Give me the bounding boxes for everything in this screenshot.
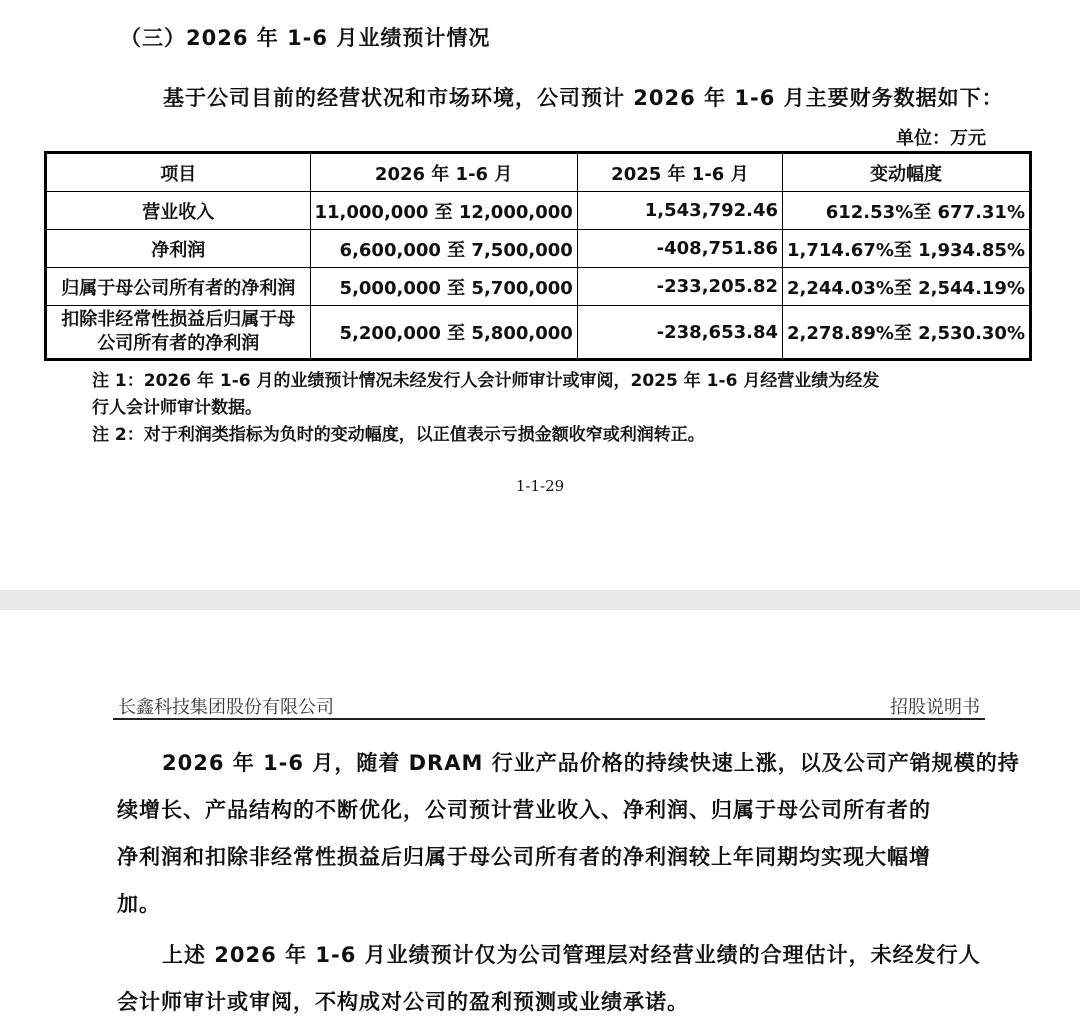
actual-cell: 1,543,792.46	[577, 192, 782, 230]
change-cell: 1,714.67%至 1,934.85%	[783, 230, 1031, 268]
table-row	[46, 192, 1031, 230]
item-line: 公司所有者的净利润	[97, 333, 260, 354]
header-cell: 变动幅度	[783, 153, 1031, 192]
footnote-1	[92, 368, 879, 422]
footnote-line: 注 1：2026 年 1-6 月的业绩预计情况未经发行人会计师审计或审阅，2025 年 1-6 月经营业绩为经发	[92, 371, 880, 391]
footnote-2	[92, 422, 705, 449]
financial-forecast-table	[44, 151, 1032, 361]
header-cell: 2026 年 1-6 月	[310, 153, 577, 192]
forecast-cell: 5,000,000 至 5,700,000	[310, 268, 577, 306]
change-cell: 2,278.89%至 2,530.30%	[783, 306, 1031, 360]
intro-text: 基于公司目前的经营状况和市场环境，公司预计 2026 年 1-6 月主要财务数据如下：	[163, 86, 1004, 110]
change-cell: 2,244.03%至 2,544.19%	[783, 268, 1031, 306]
actual-cell: -238,653.84	[577, 306, 782, 360]
paragraph-line: 加。	[117, 892, 161, 916]
item-cell: 净利润	[46, 230, 311, 268]
paragraph-line: 2026 年 1-6 月，随着 DRAM 行业产品价格的持续快速上涨，以及公司产销规模的持	[162, 751, 1020, 775]
forecast-cell: 6,600,000 至 7,500,000	[310, 230, 577, 268]
company-name-header: 长鑫科技集团股份有限公司	[118, 697, 334, 718]
document-type-header: 招股说明书	[890, 697, 980, 718]
paragraph-outlook	[117, 740, 1020, 928]
page-number: 1-1-29	[515, 477, 565, 495]
header-rule	[113, 718, 985, 720]
table-row	[46, 268, 1031, 306]
page-separator	[0, 590, 1080, 610]
paragraph-line: 会计师审计或审阅，不构成对公司的盈利预测或业绩承诺。	[117, 990, 689, 1014]
actual-cell: -233,205.82	[577, 268, 782, 306]
section-heading: （三）2026 年 1-6 月业绩预计情况	[120, 26, 491, 50]
forecast-cell: 11,000,000 至 12,000,000	[310, 192, 577, 230]
footnote-line: 注 2：对于利润类指标为负时的变动幅度，以正值表示亏损金额收窄或利润转正。	[92, 425, 705, 445]
actual-cell: -408,751.86	[577, 230, 782, 268]
header-cell: 2025 年 1-6 月	[577, 153, 782, 192]
forecast-cell: 5,200,000 至 5,800,000	[310, 306, 577, 360]
unit-label: 单位：万元	[896, 128, 986, 149]
table-row	[46, 230, 1031, 268]
header-cell: 项目	[46, 153, 311, 192]
footnote-line: 行人会计师审计数据。	[92, 398, 262, 418]
paragraph-line: 上述 2026 年 1-6 月业绩预计仅为公司管理层对经营业绩的合理估计，未经发行人	[162, 943, 981, 967]
item-cell: 归属于母公司所有者的净利润	[46, 268, 311, 306]
paragraph-line: 续增长、产品结构的不断优化，公司预计营业收入、净利润、归属于母公司所有者的	[117, 798, 931, 822]
item-line: 扣除非经常性损益后归属于母	[61, 309, 296, 330]
item-cell: 营业收入	[46, 192, 311, 230]
table-header-row	[46, 153, 1031, 192]
change-cell: 612.53%至 677.31%	[783, 192, 1031, 230]
table-row	[46, 306, 1031, 360]
paragraph-line: 净利润和扣除非经常性损益后归属于母公司所有者的净利润较上年同期均实现大幅增	[117, 845, 931, 869]
paragraph-disclaimer	[117, 932, 997, 1026]
item-cell	[46, 306, 311, 360]
